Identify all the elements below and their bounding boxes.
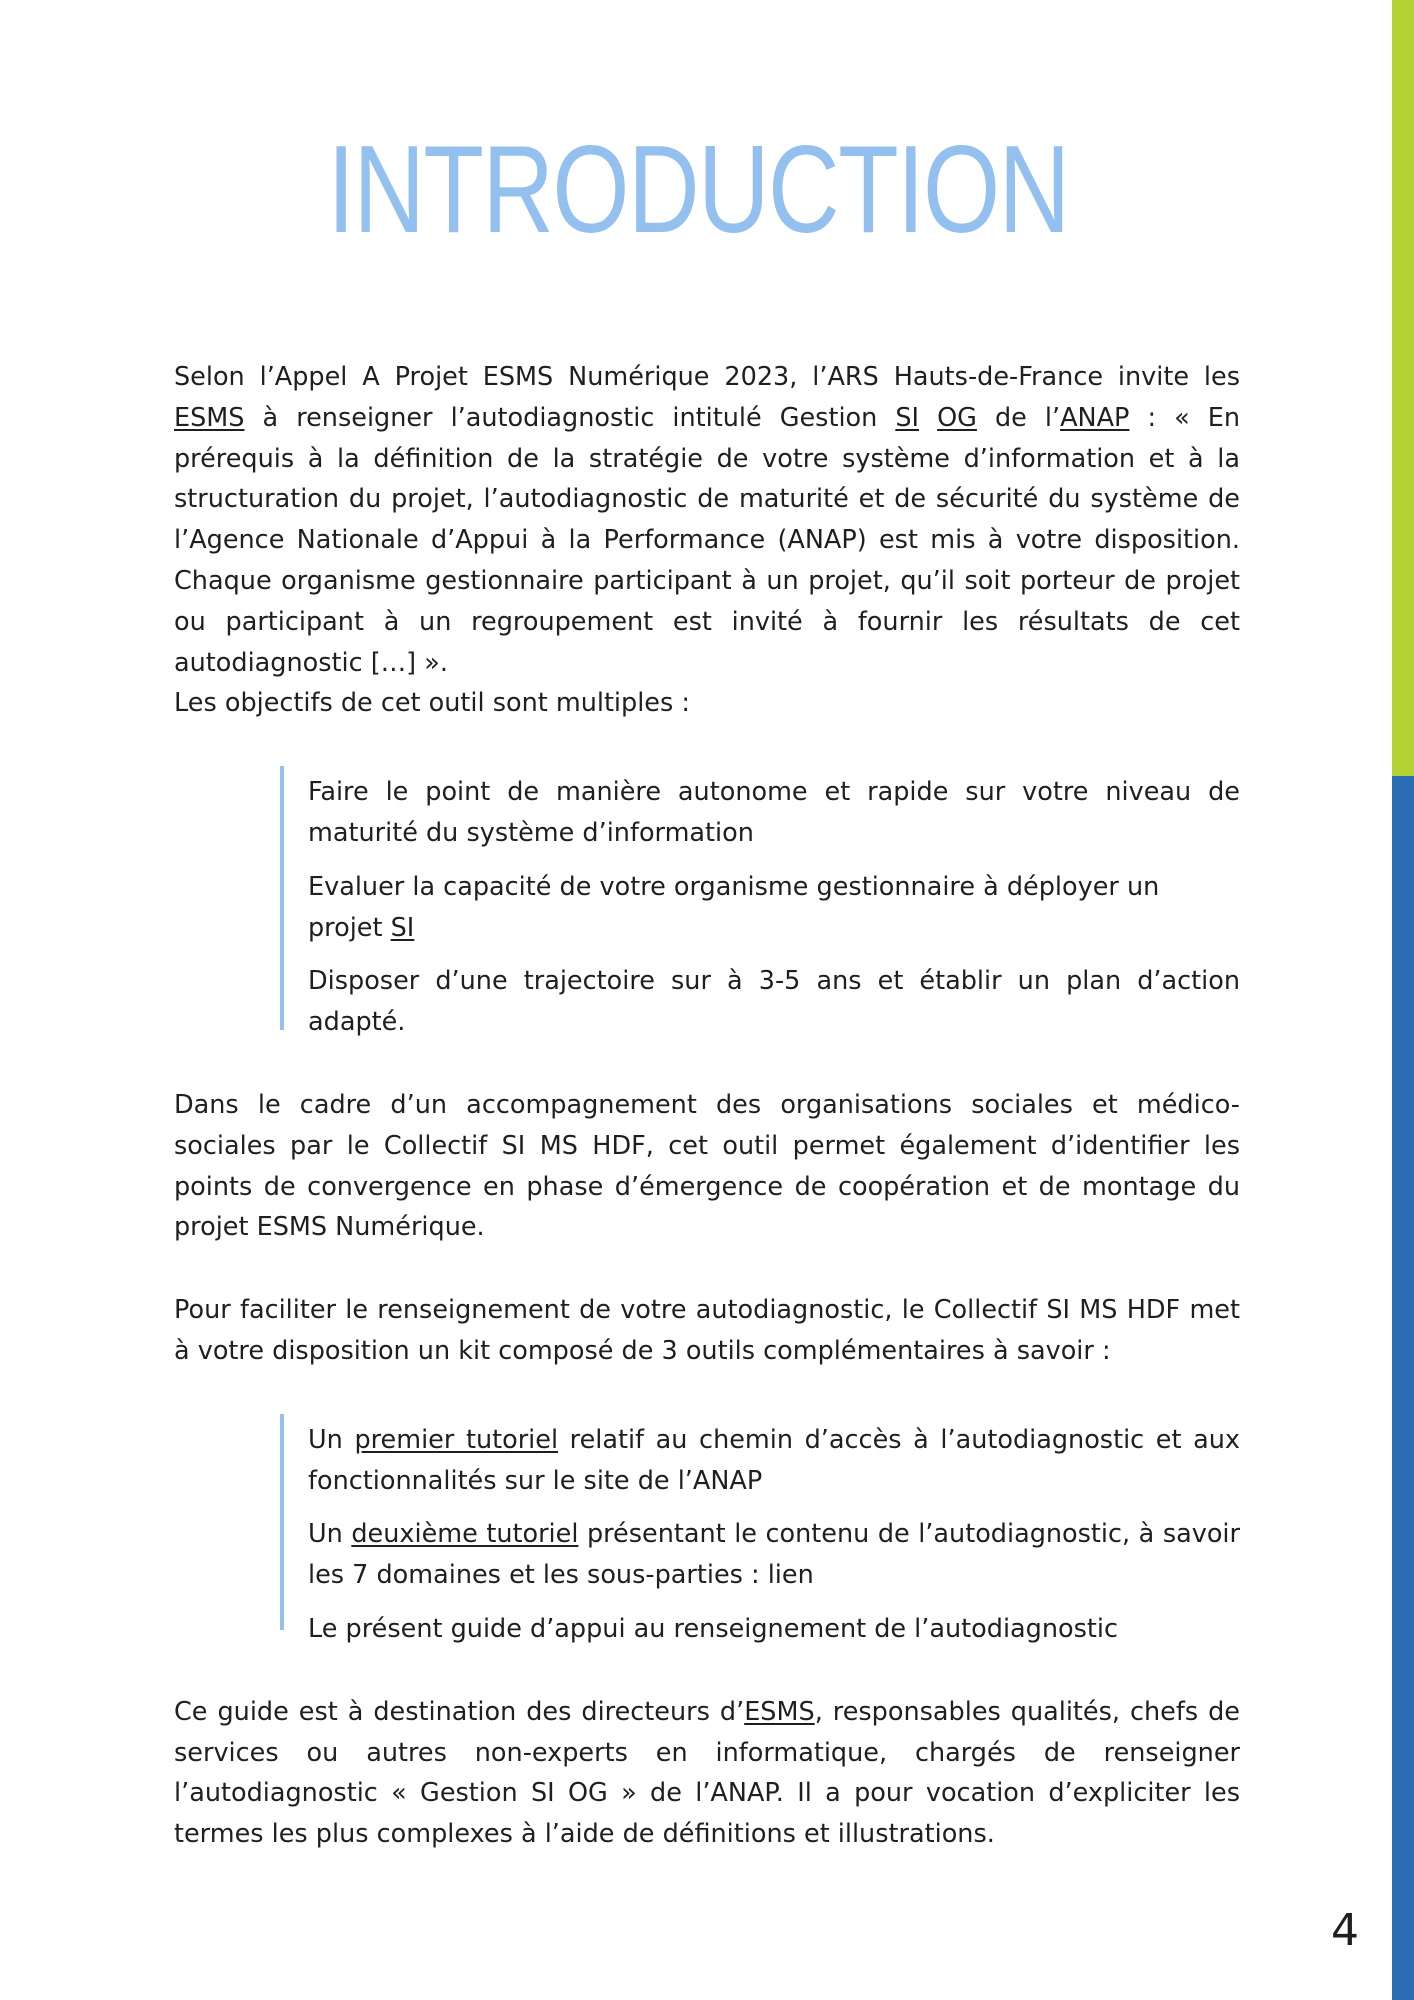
si-link[interactable]: SI: [895, 402, 920, 433]
objective-si-link[interactable]: SI: [390, 912, 415, 943]
main-content: [174, 357, 1240, 1855]
guide-text-1: Ce guide est à destination des directeurs d’: [174, 1696, 745, 1727]
esms-link[interactable]: ESMS: [174, 402, 245, 433]
kit-item-2: [308, 1514, 1240, 1596]
kit-quote-line: [280, 1414, 284, 1630]
guide-paragraph: [174, 1692, 1240, 1855]
kit-item-2-prefix: Un: [308, 1519, 352, 1550]
collectif-paragraph: Dans le cadre d’un accompagnement des organisations sociales et médico-sociales par le Collectif SI MS HDF, cet outil permet également d’identifier les points de convergence en phase d’émergence de coopération et de montage du projet ESMS Numérique.: [174, 1089, 1240, 1243]
intro-paragraph: [174, 357, 1240, 683]
kit-item-1: [308, 1420, 1240, 1502]
intro-text-1: Selon l’Appel A Projet ESMS Numérique 2023, l’ARS Hauts-de-France invite les: [174, 362, 1240, 392]
guide-esms-link[interactable]: ESMS: [744, 1696, 815, 1727]
intro-space: [919, 403, 937, 433]
page-title: INTRODUCTION: [327, 121, 1069, 259]
kit-item-3: Le présent guide d’appui au renseignement de l’autodiagnostic: [308, 1613, 1118, 1644]
objective-item-2-text: Evaluer la capacité de votre organisme gestionnaire à déployer un projet: [308, 871, 1160, 943]
objective-item-2: [308, 867, 1240, 949]
objectives-intro: Les objectifs de cet outil sont multiples :: [174, 688, 690, 719]
page-number: 4: [1331, 1905, 1359, 1956]
intro-text-3: de l’: [976, 402, 1061, 433]
intro-text-4: : « En prérequis à la définition de la stratégie de votre système d’information et à la structuration du projet, l’autodiagnostic de maturité et de sécurité du système de l’Agence Nationale d’Appui à la Performance (ANAP) est mis à votre disposition. Chaque organisme gestionnaire participant à un projet, qu’il soit porteur de projet ou participant à un regroupement est invité à fournir les résultats de cet autodiagnostic […] ».: [174, 402, 1241, 678]
objectives-list: [308, 766, 1240, 1043]
kit-item-2-text: présentant le contenu de l’autodiagnostic, à savoir les 7 domaines et les sous-parties : lien: [308, 1519, 1240, 1591]
og-link[interactable]: OG: [937, 402, 977, 433]
kit-item-1-prefix: Un: [308, 1424, 355, 1455]
intro-text-2: à renseigner l’autodiagnostic intitulé Gestion: [244, 402, 896, 433]
anap-link[interactable]: ANAP: [1060, 402, 1130, 433]
kit-list: [308, 1414, 1240, 1650]
kit-paragraph: Pour faciliter le renseignement de votre autodiagnostic, le Collectif SI MS HDF met à votre disposition un kit composé de 3 outils complémentaires à savoir :: [174, 1295, 1240, 1366]
objectives-quote-line: [280, 766, 284, 1030]
side-accent-bar-blue: [1392, 776, 1414, 2000]
guide-text-2: , responsables qualités, chefs de services ou autres non-experts en informatique, chargés de renseigner l’autodiagnostic « Gestion SI OG » de l’ANAP. Il a pour vocation d’expliciter les termes les plus complexes à l’aide de définitions et illustrations.: [174, 1696, 1240, 1850]
first-tutorial-link[interactable]: premier tutoriel: [354, 1424, 559, 1455]
objective-item-1: Faire le point de manière autonome et rapide sur votre niveau de maturité du système d’information: [308, 777, 1240, 848]
second-tutorial-link[interactable]: deuxième tutoriel: [351, 1519, 579, 1550]
kit-item-1-text: relatif au chemin d’accès à l’autodiagnostic et aux fonctionnalités sur le site de l’ANAP: [308, 1424, 1240, 1496]
side-accent-bar-green: [1392, 0, 1414, 776]
objective-item-3: Disposer d’une trajectoire sur à 3-5 ans et établir un plan d’action adapté.: [308, 966, 1240, 1038]
